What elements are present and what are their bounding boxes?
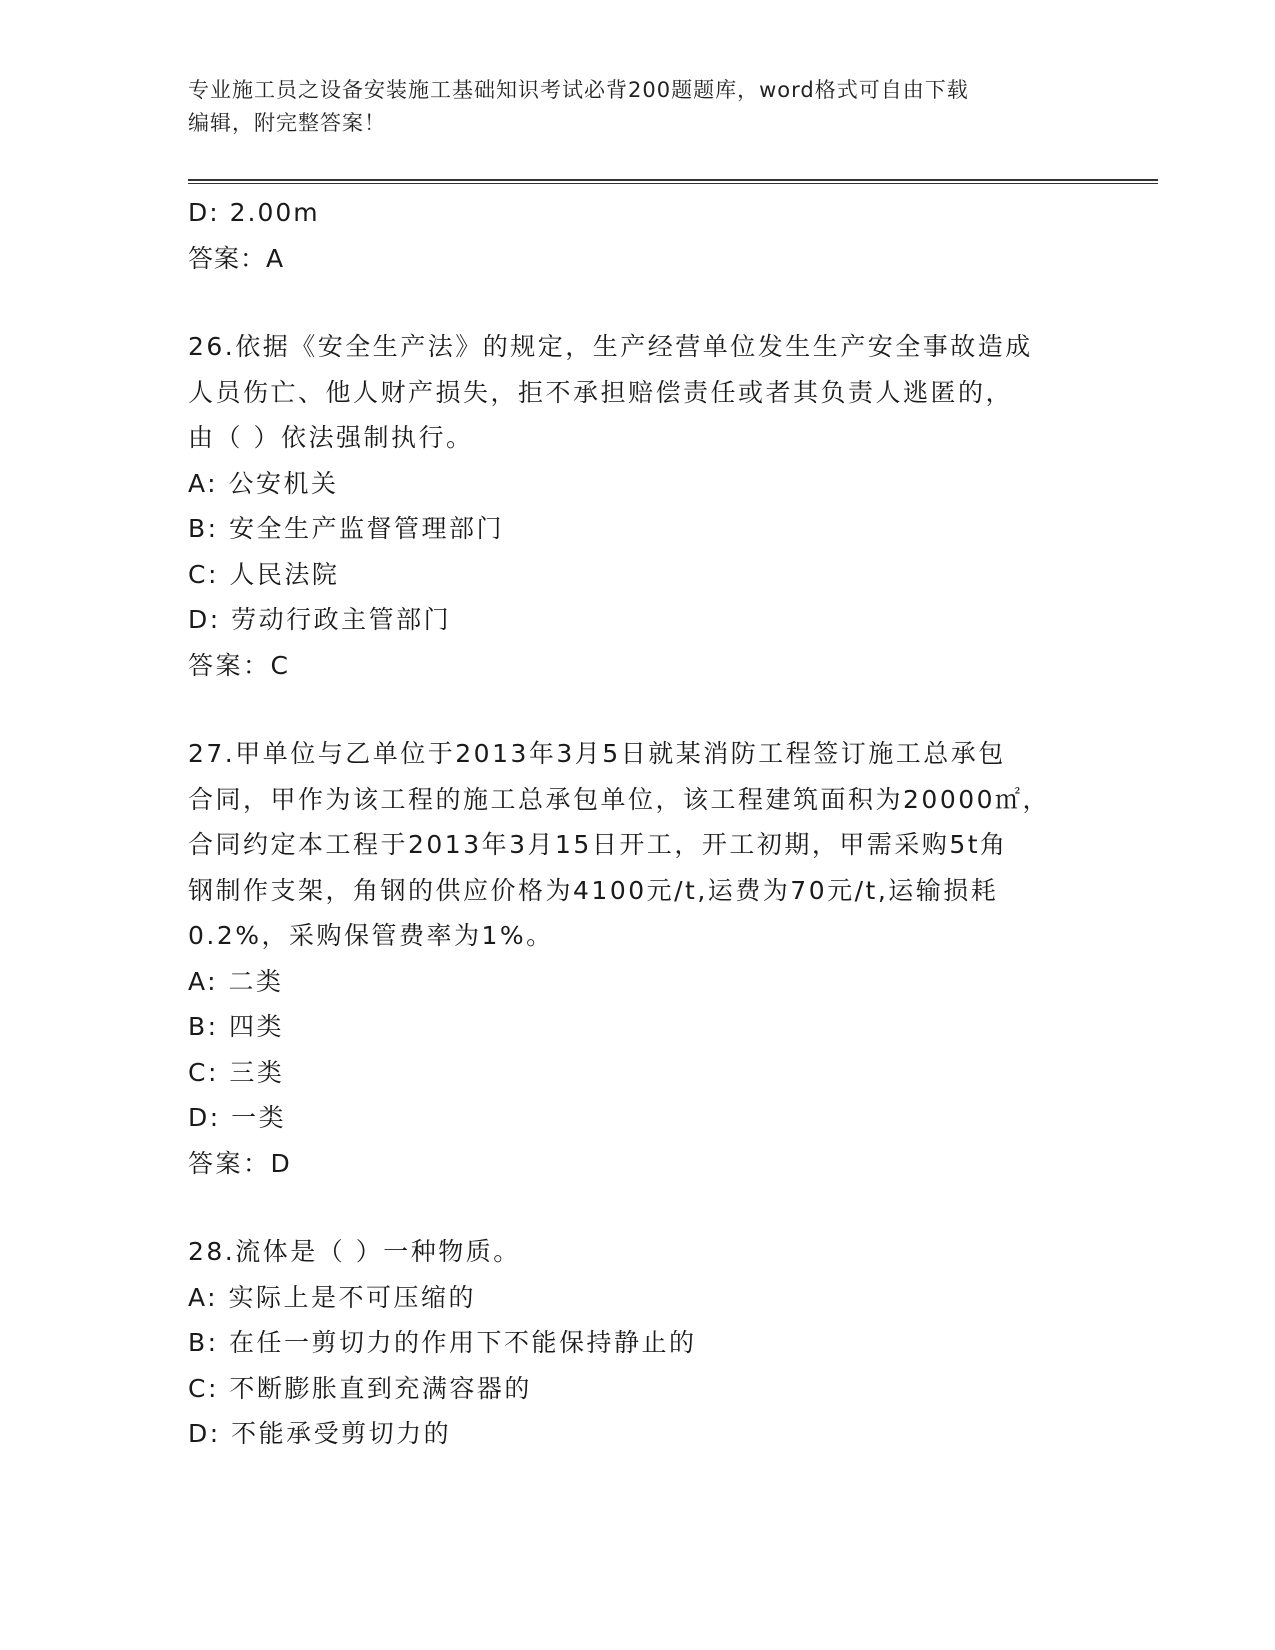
spacer bbox=[188, 688, 1088, 731]
option-a: A: 二类 bbox=[188, 966, 284, 996]
question-27 bbox=[188, 731, 1088, 1186]
carryover-question bbox=[188, 190, 1088, 281]
option-c: C: 三类 bbox=[188, 1057, 285, 1087]
answer-line: 答案：A bbox=[188, 243, 285, 273]
option-c: C: 不断膨胀直到充满容器的 bbox=[188, 1373, 532, 1403]
question-stem: 人员伤亡、他人财产损失，拒不承担赔偿责任或者其负责人逃匿的， bbox=[188, 377, 1014, 407]
question-stem: 28.流体是（ ）一种物质。 bbox=[188, 1237, 521, 1266]
option-a: A: 实际上是不可压缩的 bbox=[188, 1282, 477, 1312]
document-title-line-2: 编辑，附完整答案！ bbox=[188, 111, 386, 135]
question-stem: 由（ ）依法强制执行。 bbox=[188, 423, 474, 452]
option-b: B: 四类 bbox=[188, 1012, 285, 1041]
header-divider bbox=[188, 179, 1158, 184]
option-c: C: 人民法院 bbox=[188, 559, 340, 589]
page-header bbox=[188, 74, 1088, 140]
question-stem: 0.2%，采购保管费率为1%。 bbox=[188, 921, 554, 950]
option-b: B: 在任一剪切力的作用下不能保持静止的 bbox=[188, 1328, 697, 1357]
document-title-line-1: 专业施工员之设备安装施工基础知识考试必背200题题库，word格式可自由下载 bbox=[188, 78, 969, 102]
answer-line: 答案：C bbox=[188, 650, 291, 680]
question-stem: 钢制作支架，角钢的供应价格为4100元/t,运费为70元/t,运输损耗 bbox=[188, 875, 999, 905]
option-a: A: 公安机关 bbox=[188, 468, 339, 498]
option-d: D: 不能承受剪切力的 bbox=[188, 1419, 452, 1448]
question-26 bbox=[188, 324, 1088, 688]
question-stem: 合同，甲作为该工程的施工总承包单位，该工程建筑面积为20000㎡， bbox=[188, 784, 1051, 814]
spacer bbox=[188, 1186, 1088, 1229]
option-b: B: 安全生产监督管理部门 bbox=[188, 514, 505, 543]
option-d: D: 2.00m bbox=[188, 198, 320, 227]
question-stem: 27.甲单位与乙单位于2013年3月5日就某消防工程签订施工总承包 bbox=[188, 739, 1006, 768]
document-body bbox=[188, 190, 1088, 1457]
question-stem: 合同约定本工程于2013年3月15日开工，开工初期，甲需采购5t角 bbox=[188, 830, 1008, 859]
answer-line: 答案：D bbox=[188, 1148, 293, 1178]
question-28 bbox=[188, 1229, 1088, 1457]
option-d: D: 一类 bbox=[188, 1103, 287, 1132]
question-stem: 26.依据《安全生产法》的规定，生产经营单位发生生产安全事故造成 bbox=[188, 332, 1033, 361]
spacer bbox=[188, 281, 1088, 324]
option-d: D: 劳动行政主管部门 bbox=[188, 605, 452, 634]
